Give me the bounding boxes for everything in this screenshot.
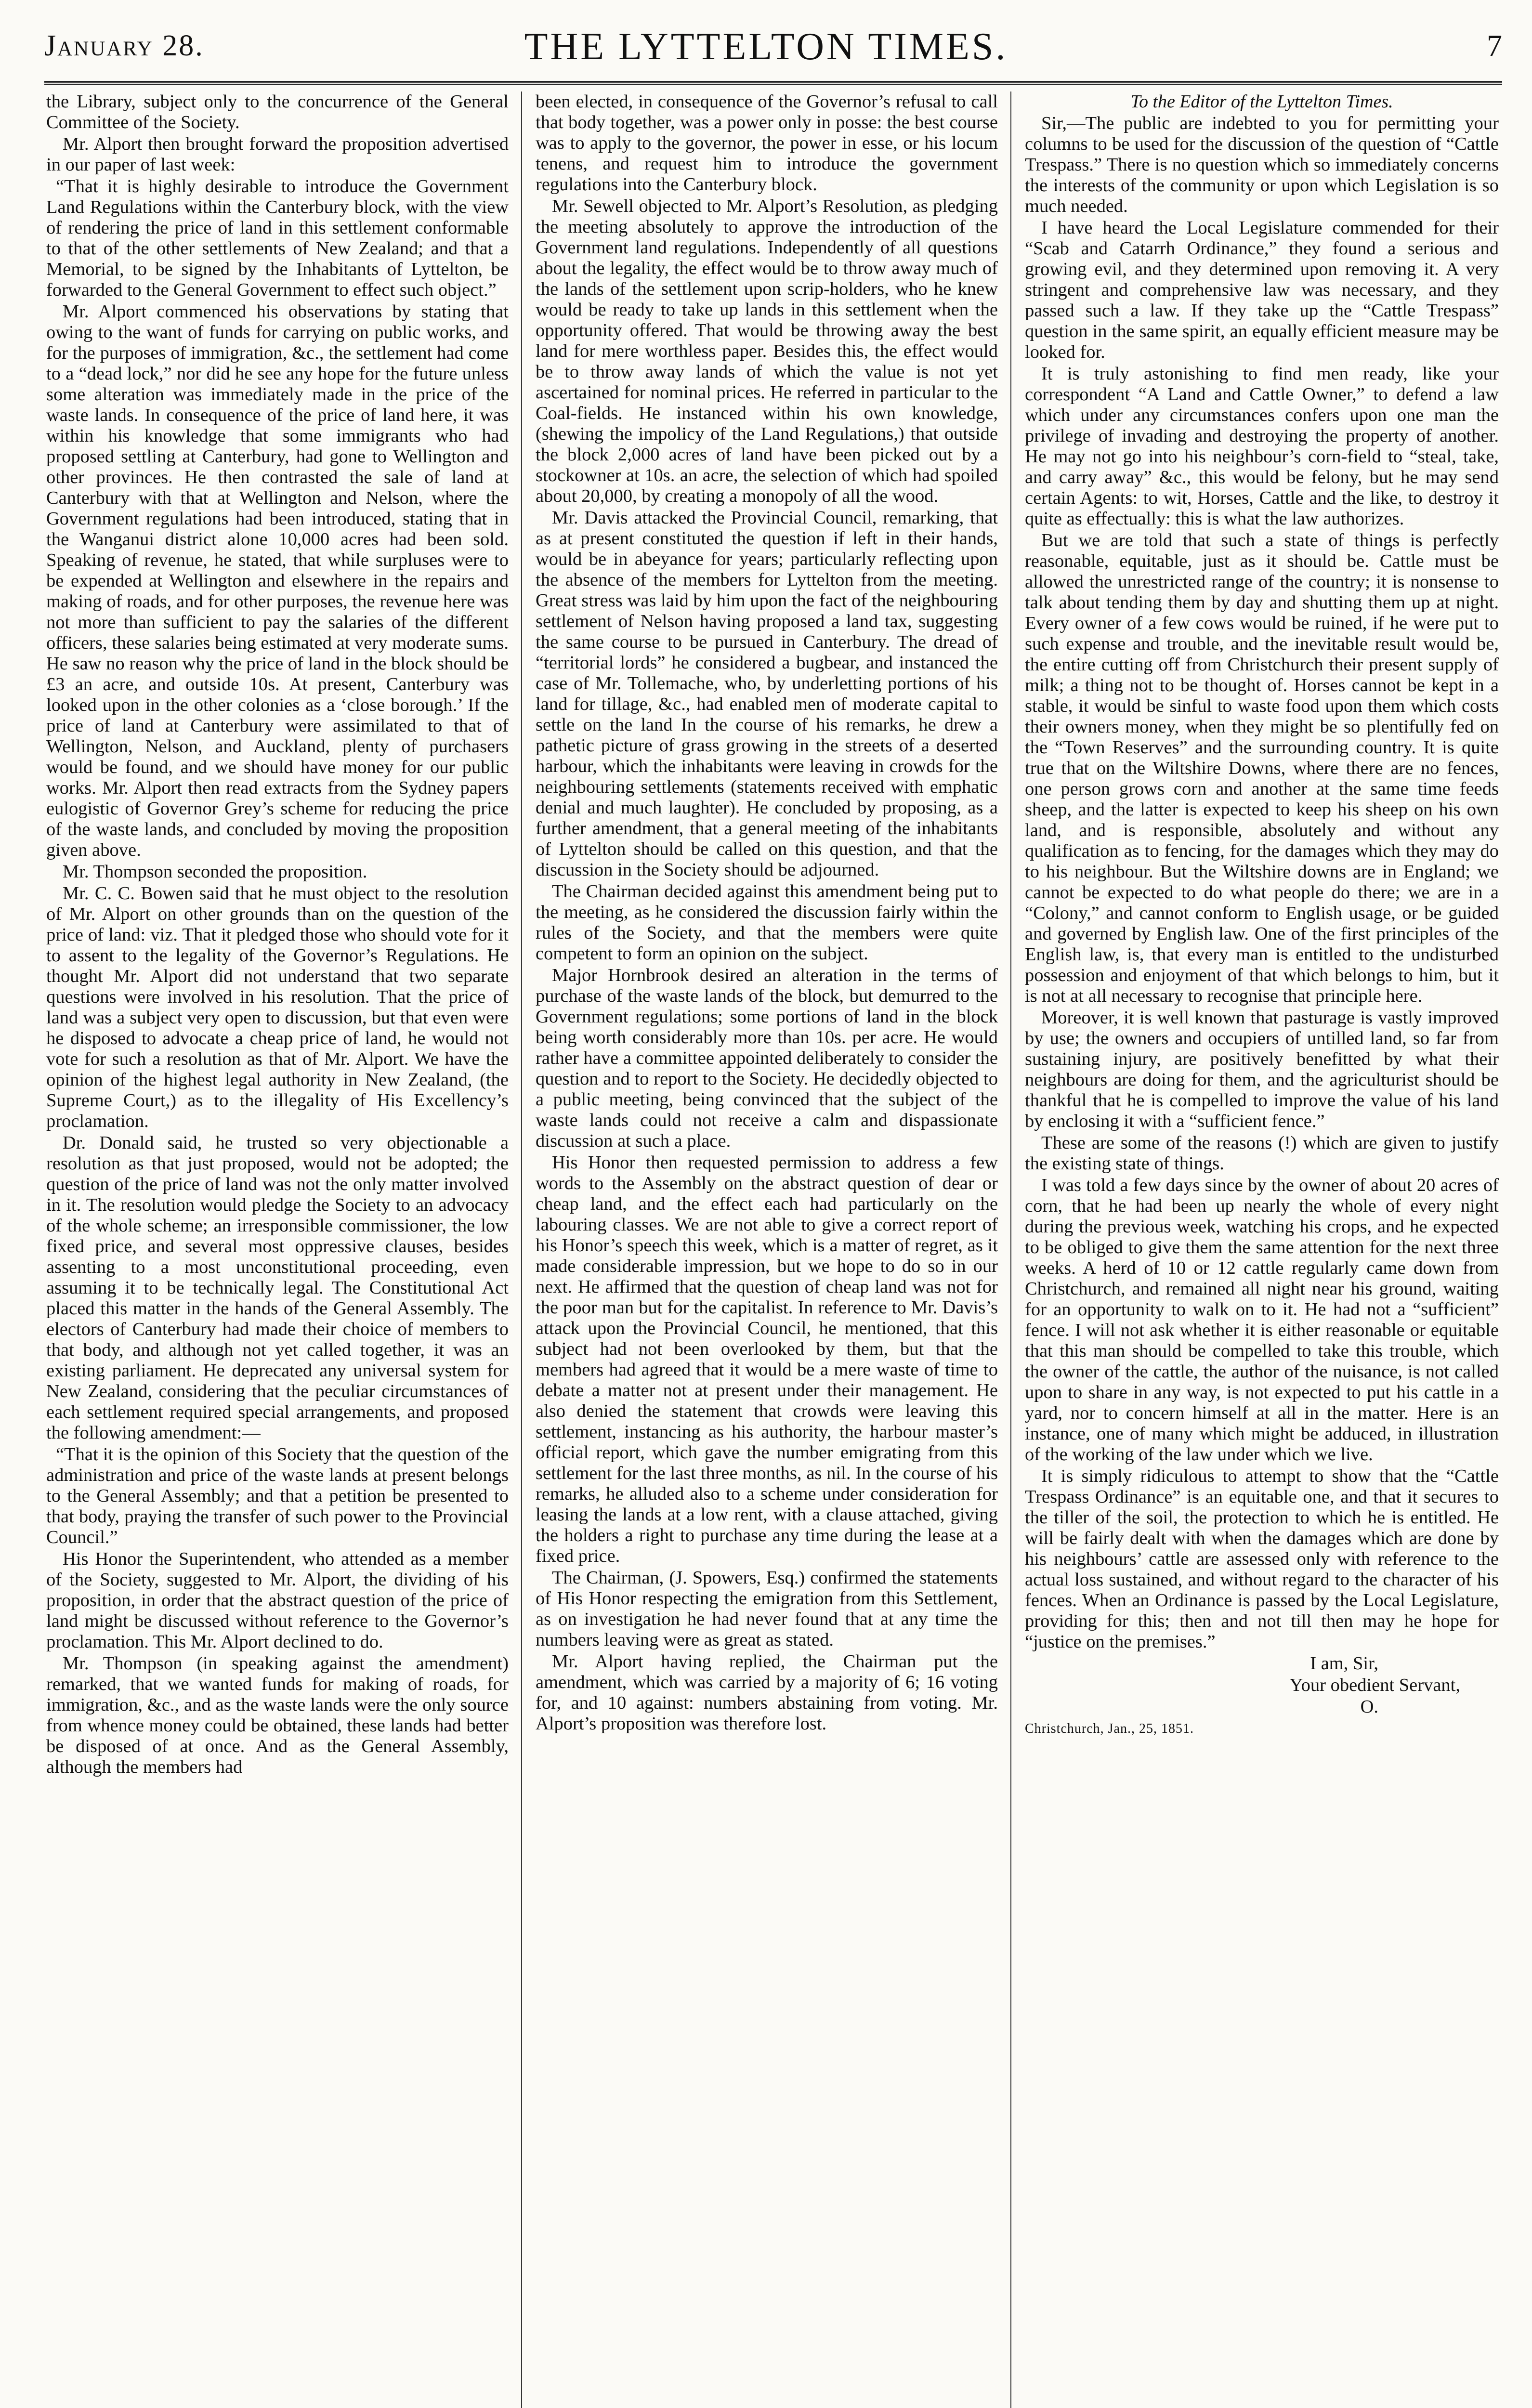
letter-paragraph: It is simply ridiculous to attempt to show that the “Cattle Trespass Ordinance” is an equitable one, and that it secures to the tiller of the soil, the protection to which he is entitled. He will be fairly dealt with when the damages which are done by his neighbours’ cattle are assessed only with reference to the actual loss sustained, and without regard to the character of his fences. When an Ordinance is passed by the Local Legislature, providing for this; then and not till then may he hope for “justice on the premises.” [1025,1466,1499,1652]
letter-paragraph: I was told a few days since by the owner of about 20 acres of corn, that he had been up nearly the whole of every night during the previous week, watching his crops, and he expected to be obliged to give them the same attention for the next three weeks. A herd of 10 or 12 cattle regularly came down from Christchurch, and remained all night near his ground, waiting for an opportunity to walk on to it. He had not a “sufficient” fence. I will not ask whether it is either reasonable or equitable that this man should be compelled to take this trouble, which the owner of the cattle, the author of the nuisance, is not called upon to share in any way, is not expected to put his cattle in a yard, nor to concern himself at all in the matter. Here is an instance, one of many which might be adduced, in illustration of the working of the law under which we live. [1025,1175,1499,1465]
letter-greeting: I am, Sir, [1310,1653,1378,1674]
column-divider [1010,92,1011,2408]
article-column-2 [536,92,998,2408]
letter-heading: To the Editor of the Lyttelton Times. [1130,92,1393,112]
paragraph: His Honor then requested permission to address a few words to the Assembly on the abstract question of dear or cheap land, and the effect each had particularly on the labouring classes. We are not able to give a correct report of his Honor’s speech this week, which is a matter of regret, as it made considerable impression, but we hope to do so in our next. He affirmed that the question of cheap land was not for the poor man but for the capitalist. In reference to Mr. Davis’s attack upon the Provincial Council, he mentioned, that this subject had not been overlooked by them, but that the members had agreed that it would be a mere waste of time to debate a matter not at present under their management. He also denied the statement that crowds were leaving this settlement, instancing as his authority, the harbour master’s official report, which gave the number emigrating from this settlement for the last three months, as nil. In the course of his remarks, he alluded also to a scheme under consideration for leasing the lands at a low rent, with a clause attached, giving the holders a right to purchase any time during the lease at a fixed price. [536,1152,998,1566]
paragraph: Major Hornbrook desired an alteration in the terms of purchase of the waste lands of the block, but demurred to the Government regulations; some portions of land in the block being worth considerably more than 10s. per acre. He would rather have a committee appointed deliberately to consider the question and to report to the Society. He decidedly objected to a public meeting, being convinced that the subject of the waste lands could not receive a calm and dispassionate discussion at such a place. [536,965,998,1151]
letter-paragraph: I have heard the Local Legislature commended for their “Scab and Catarrh Ordinance,” they found a serious and growing evil, and they determined upon removing it. A very stringent and comprehensive law was necessary, and they passed such a law. If they take up the “Cattle Trespass” question in the same spirit, an equally efficient measure may be looked for. [1025,218,1499,362]
masthead-title: THE LYTTELTON TIMES. [524,26,1008,68]
paragraph: Mr. Alport commenced his observations by stating that owing to the want of funds for carrying on public works, and for the purposes of immigration, &c., the settlement had come to a “dead lock,” nor did he see any hope for the future unless some alteration was immediately made in the price of the waste lands. In consequence of the price of land here, it was within his knowledge that some immigrants who had proposed settling at Canterbury, had gone to Wellington and other provinces. He then contrasted the sale of land at Canterbury with that at Wellington and Nelson, where the Government regulations had been introduced, stating that in the Wanganui district alone 10,000 acres had been sold. Speaking of revenue, he stated, that while surpluses were to be expended at Wellington and elsewhere in the repairs and making of roads, and for other purposes, the revenue here was not more than sufficient to pay the salaries of the different officers, these salaries being estimated at very moderate sums. He saw no reason why the price of land in the block should be £3 an acre, and outside 10s. At present, Canterbury was looked upon in the other colonies as a ‘close borough.’ If the price of land at Canterbury were assimilated to that of Wellington, Nelson, and Auckland, plenty of purchasers would be found, and we should have money for our public works. Mr. Alport then read extracts from the Sydney papers eulogistic of Governor Grey’s scheme for reducing the price of the waste lands, and concluded by moving the proposition given above. [46,301,509,860]
paragraph: Mr. Sewell objected to Mr. Alport’s Resolution, as pledging the meeting absolutely to approve the introduction of the Government land regulations. Independently of all questions about the legality, the effect would be to throw away much of the lands of the settlement upon scrip-holders, who he knew would be ready to take up lands in this settlement when the opportunity offered. That would be throwing away the best land for mere worthless paper. Besides this, the effect would be to throw away lands of which the value is not yet ascertained for nominal prices. He referred in particular to the Coal-fields. He instanced within his own knowledge, (shewing the impolicy of the Land Regulations,) that outside the block 2,000 acres of land have been picked out by a stockowner at 10s. an acre, the selection of which had spoiled about 20,000, by creating a monopoly of all the wood. [536,196,998,506]
paragraph: Mr. Alport then brought forward the proposition advertised in our paper of last week: [46,134,509,175]
letter-paragraph: It is truly astonishing to find men ready, like your correspondent “A Land and Cattle Owner,” to defend a law which under any circumstances confers upon one man the privilege of invading and destroying the property of another. He may not go into his neighbour’s corn-field to “steal, take, and carry away” &c., this would be felony, but he may send certain Agents: to wit, Horses, Cattle and the like, to destroy it quite as effectually: this is what the law authorizes. [1025,364,1499,529]
letter-signature: O. [1360,1697,1378,1717]
page-number: 7 [1487,28,1502,63]
letter-paragraph: Moreover, it is well known that pasturage is vastly improved by use; the owners and occupiers of untilled land, so far from sustaining injury, are positively benefitted by what their neighbours are doing for them, and the agriculturist should be thankful that he is compelled to improve the value of his land by enclosing it with a “sufficient fence.” [1025,1008,1499,1131]
quoted-amendment: “That it is the opinion of this Society that the question of the administration and price of the waste lands at present belongs to the General Assembly; and that a petition be presented to that body, praying the transfer of such power to the Provincial Council.” [46,1444,509,1547]
paragraph: Dr. Donald said, he trusted so very objectionable a resolution as that just proposed, would not be adopted; the question of the price of land was not the only matter involved in it. The resolution would pledge the Society to an advocacy of the whole scheme; an irresponsible commissioner, the low fixed price, and several most oppressive clauses, besides assenting to a most unconstitutional proceeding, even assuming it to be technically legal. The Constitutional Act placed this matter in the hands of the General Assembly. The electors of Canterbury had made their choice of members to that body, and although not yet called together, it was an existing parliament. He deprecated any universal system for New Zealand, considering that the peculiar circumstances of each settlement required special arrangements, and proposed the following amendment:— [46,1133,509,1443]
letter-closing: Your obedient Servant, [1289,1675,1460,1695]
paragraph: The Chairman, (J. Spowers, Esq.) confirmed the statements of His Honor respecting the emigration from this Settlement, as on investigation he had never found that at any time the numbers leaving were as great as stated. [536,1568,998,1650]
paragraph: The Chairman decided against this amendment being put to the meeting, as he considered the discussion fairly within the rules of the Society, and that the members were quite competent to form an opinion on the subject. [536,881,998,964]
paragraph: Mr. C. C. Bowen said that he must object to the resolution of Mr. Alport on other grounds than on the question of the price of land: viz. That it pledged those who should vote for it to assent to the legality of the Governor’s Regulations. He thought Mr. Alport did not understand that two separate questions were involved in his resolution. That the price of land was a subject very open to discussion, but that even were he disposed to advocate a cheap price of land, he would not vote for such a resolution as that of Mr. Alport. We have the opinion of the highest legal authority in New Zealand, (the Supreme Court,) as to the illegality of His Excellency’s proclamation. [46,883,509,1131]
paragraph: Mr. Alport having replied, the Chairman put the amendment, which was carried by a majority of 6; 16 voting for, and 10 against: numbers abstaining from voting. Mr. Alport’s proposition was therefore lost. [536,1651,998,1734]
letter-paragraph: These are some of the reasons (!) which are given to justify the existing state of things. [1025,1133,1499,1174]
paragraph: Mr. Davis attacked the Provincial Council, remarking, that as at present constituted the question if left in their hands, would be in abeyance for years; particularly reflecting upon the absence of the members for Lyttelton from the meeting. Great stress was laid by him upon the fact of the neighbouring settlement of Nelson having proposed a land tax, suggesting the same course to be pursued in Canterbury. The dread of “territorial lords” he considered a bugbear, and instanced the case of Mr. Tollemache, who, by underletting portions of his land for tillage, &c., had enabled men of moderate capital to settle on the land In the course of his remarks, he drew a pathetic picture of grass growing in the streets of a deserted harbour, which the inhabitants were leaving in crowds for the neighbouring settlements (statements received with emphatic denial and much laughter). He concluded by proposing, as a further amendment, that a general meeting of the inhabitants of Lyttelton should be called on this question, and that the discussion in the Society should be adjourned. [536,508,998,880]
letter-column-3 [1025,92,1499,2408]
issue-date: January 28. [44,29,204,62]
letter-dateline: Christchurch, Jan., 25, 1851. [1025,1721,1194,1736]
column-divider [521,92,522,2408]
paragraph: been elected, in consequence of the Governor’s refusal to call that body together, was a power only in posse: the best course was to apply to the governor, the power in esse, or his locum tenens, and request him to introduce the government regulations into the Canterbury block. [536,92,998,195]
paragraph: His Honor the Superintendent, who attended as a member of the Society, suggested to Mr. Alport, the dividing of his proposition, in order that the abstract question of the price of land might be discussed without reference to the Governor’s proclamation. This Mr. Alport declined to do. [46,1549,509,1652]
header-rule [44,81,1502,85]
letter-paragraph: But we are told that such a state of things is perfectly reasonable, equitable, just as it should be. Cattle must be allowed the unrestricted range of the country; it is nonsense to talk about tending them by day and shutting them up at night. Every owner of a few cows would be ruined, if he were put to such expense and trouble, and the inevitable result would be, the entire cutting off from Christchurch their present supply of milk; a thing not to be thought of. Horses cannot be kept in a stable, it would be sinful to waste food upon them which costs their owners money, when they might be so plentifully fed on the “Town Reserves” and the surrounding country. It is quite true that on the Wiltshire Downs, where there are no fences, one person grows corn and another at the same time feeds sheep, and the latter is expected to keep his sheep on his own land, and is responsible, absolutely and without any qualification as to fencing, for the damages which they may do to his neighbour. But the Wiltshire downs are in England; we cannot be expected to do what people do there; we are in a “Colony,” and cannot conform to English usage, or be guided and governed by English law. One of the first principles of the English law, is, that every man is entitled to the undisturbed possession and enjoyment of that which belongs to him, but it is not at all necessary to recognise that principle here. [1025,530,1499,1006]
letter-paragraph: Sir,—The public are indebted to you for permitting your columns to be used for the discussion of the question of “Cattle Trespass.” There is no question which so immediately concerns the interests of the community or upon which Legislation is so much needed. [1025,113,1499,216]
quoted-proposition: “That it is highly desirable to introduce the Government Land Regulations within the Canterbury block, with the view of rendering the price of land in this settlement conformable to that of the other settlements of New Zealand; and that a Memorial, to be signed by the Inhabitants of Lyttelton, be forwarded to the General Government to effect such object.” [46,176,509,300]
article-column-1 [46,92,509,2408]
paragraph: Mr. Thompson seconded the proposition. [63,862,367,882]
paragraph: Mr. Thompson (in speaking against the amendment) remarked, that we wanted funds for making of roads, for immigration, &c., and as the waste lands were the only source from whence money could be obtained, these lands had better be disposed of at once. And as the General Assembly, although the members had [46,1653,509,1777]
paragraph: the Library, subject only to the concurrence of the General Committee of the Society. [46,92,509,132]
